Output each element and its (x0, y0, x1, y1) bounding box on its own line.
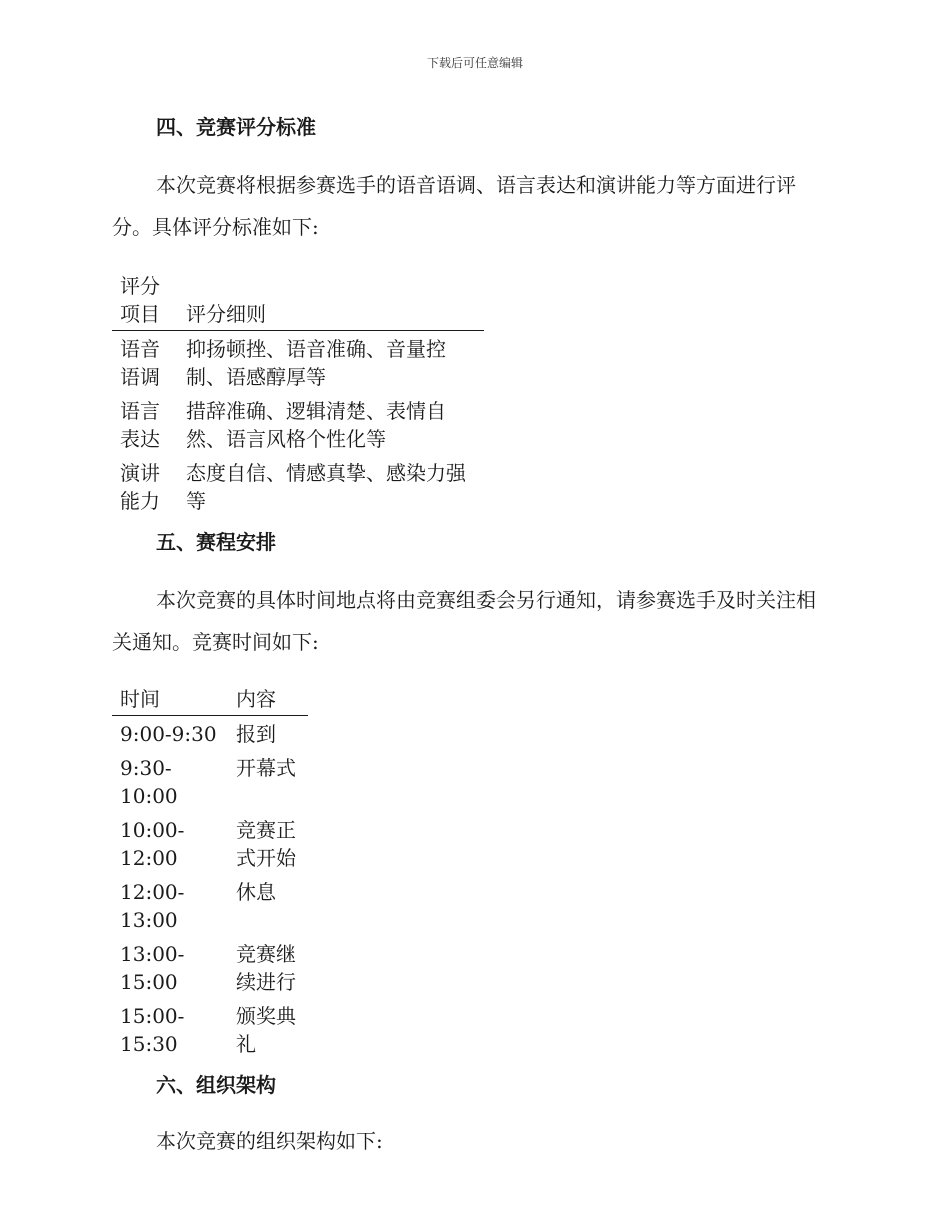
schedule-time-cell: 9:00-9:30 (120, 722, 217, 746)
scoring-table (112, 272, 484, 517)
schedule-header-time: 时间 (112, 685, 228, 716)
schedule-time-cell: 13:00-15:00 (120, 942, 185, 994)
schedule-time-cell: 9:30-10:00 (120, 756, 178, 808)
schedule-table-header-row (112, 685, 308, 716)
section-heading-schedule: 五、赛程安排 (156, 530, 276, 554)
schedule-time-cell: 10:00-12:00 (120, 818, 185, 870)
table-row (112, 750, 308, 812)
table-row (112, 936, 308, 998)
table-row (112, 331, 484, 394)
schedule-content-cell: 颁奖典礼 (236, 1004, 296, 1056)
table-row (112, 393, 484, 455)
schedule-time-cell: 12:00-13:00 (120, 880, 185, 932)
schedule-content-cell: 竞赛正式开始 (236, 818, 296, 870)
document-body (112, 110, 832, 1162)
scoring-item-cell: 语言表达 (120, 399, 160, 451)
section-heading-organization: 六、组织架构 (156, 1073, 276, 1097)
table-row (112, 812, 308, 874)
organization-intro-paragraph: 本次竞赛的组织架构如下: (156, 1129, 383, 1153)
scoring-header-detail: 评分细则 (178, 272, 484, 331)
schedule-content-cell: 竞赛继续进行 (236, 942, 296, 994)
scoring-item-cell: 演讲能力 (120, 461, 160, 513)
schedule-header-content: 内容 (228, 685, 308, 716)
scoring-header-item: 评分项目 (112, 272, 178, 331)
schedule-time-cell: 15:00-15:30 (120, 1004, 185, 1056)
schedule-content-cell: 开幕式 (236, 756, 296, 780)
section-heading-scoring: 四、竞赛评分标准 (156, 115, 316, 139)
scoring-item-cell: 语音语调 (120, 337, 160, 389)
table-row (112, 998, 308, 1060)
scoring-table-header-row (112, 272, 484, 331)
scoring-detail-cell: 态度自信、情感真挚、感染力强等 (186, 461, 466, 513)
schedule-table (112, 685, 308, 1060)
scoring-intro-paragraph: 本次竞赛将根据参赛选手的语音语调、语言表达和演讲能力等方面进行评分。具体评分标准如下: (112, 173, 796, 239)
schedule-content-cell: 休息 (236, 880, 276, 904)
table-row (112, 455, 484, 517)
table-row (112, 874, 308, 936)
schedule-content-cell: 报到 (236, 722, 276, 746)
table-row (112, 716, 308, 751)
scoring-detail-cell: 措辞准确、逻辑清楚、表情自然、语言风格个性化等 (186, 399, 446, 451)
page-header: 下载后可任意编辑 (426, 56, 523, 70)
scoring-detail-cell: 抑扬顿挫、语音准确、音量控制、语感醇厚等 (186, 337, 446, 389)
schedule-intro-paragraph: 本次竞赛的具体时间地点将由竞赛组委会另行通知，请参赛选手及时关注相关通知。竞赛时间如下: (112, 588, 816, 654)
